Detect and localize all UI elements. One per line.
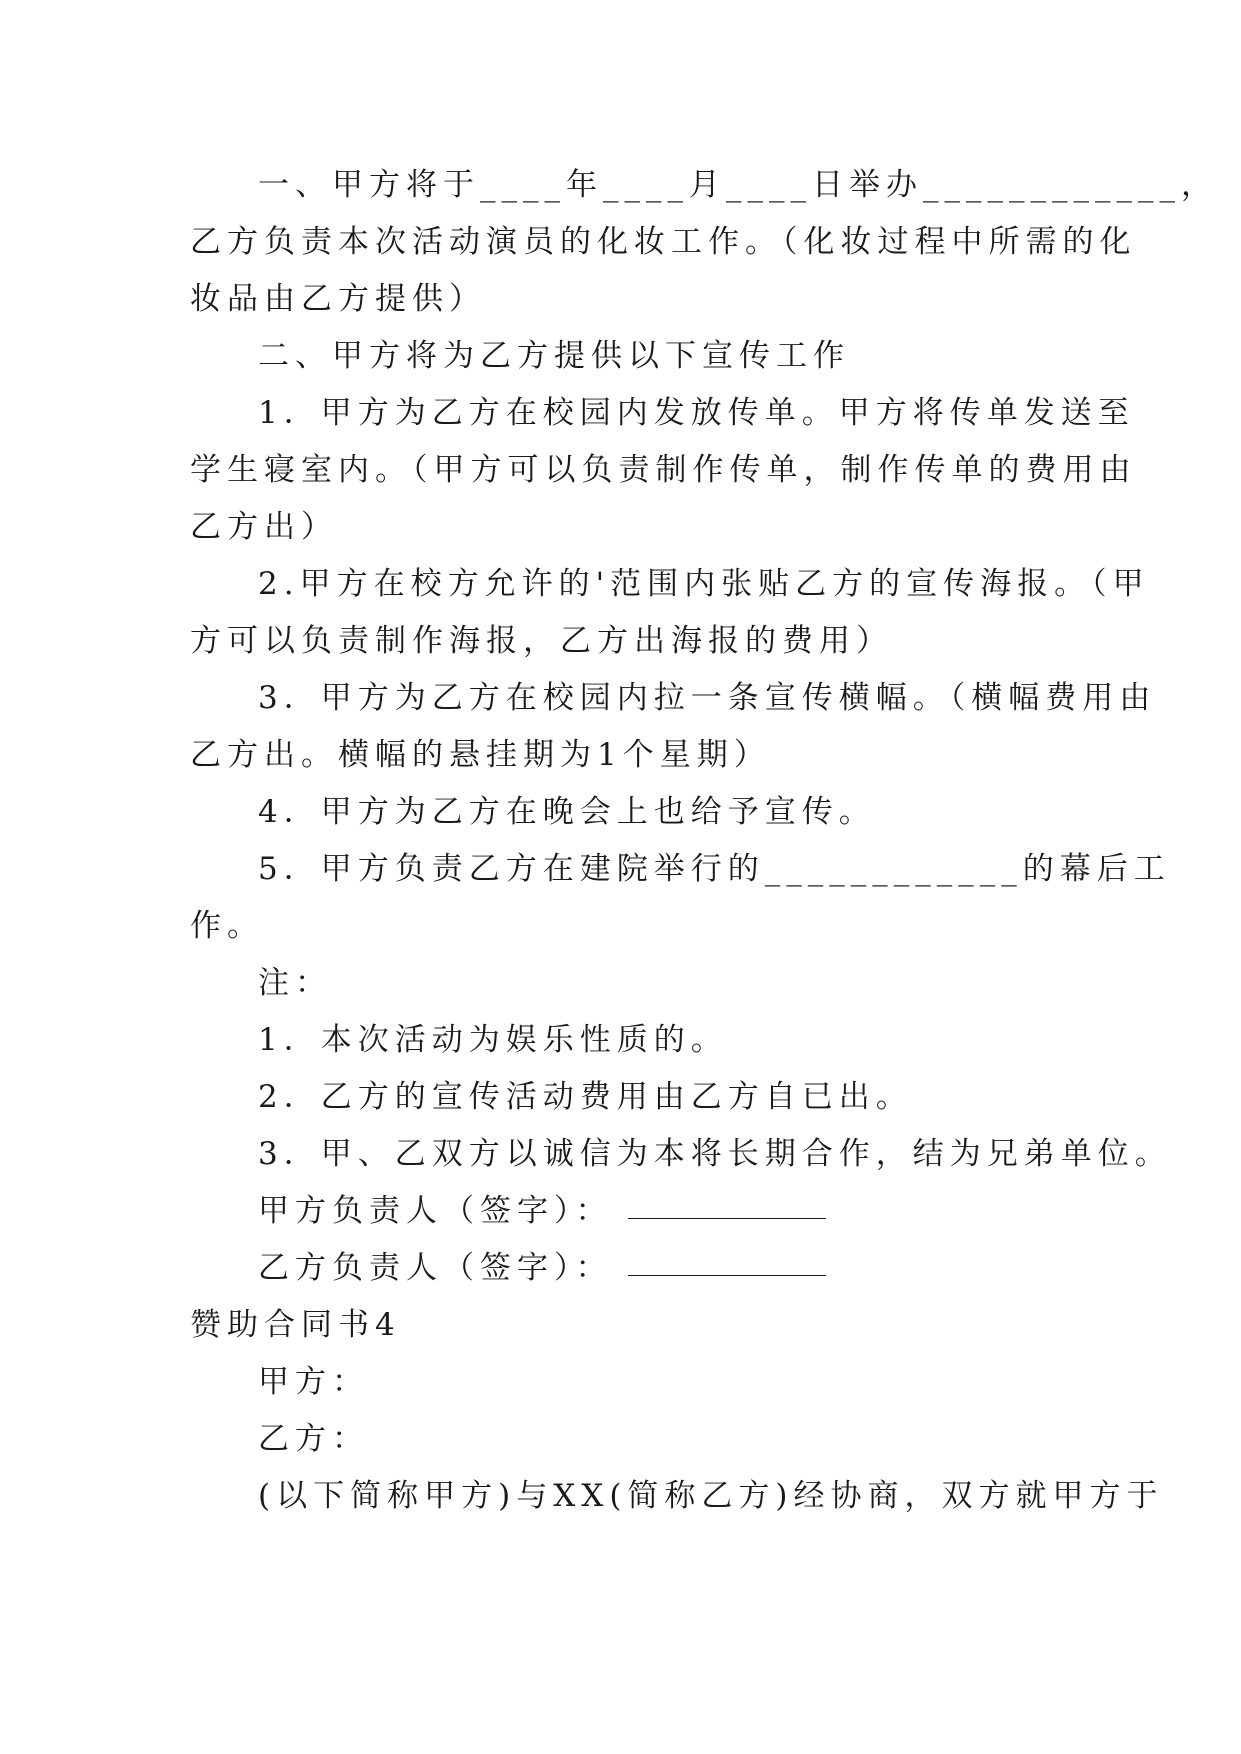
item-4: 4．甲方为乙方在晚会上也给予宣传。	[258, 794, 876, 830]
note-1: 1．本次活动为娱乐性质的。	[258, 1022, 728, 1058]
item-3-line-2: 乙方出。横幅的悬挂期为1个星期）	[190, 737, 771, 773]
item-5-line-2: 作。	[190, 908, 264, 944]
item-5-line-1: 5．甲方负责乙方在建院举行的____________的幕后工	[258, 851, 1171, 887]
party-a-signature-label: 甲方负责人（签字）：	[258, 1193, 613, 1229]
clause-1-line-2: 乙方负责本次活动演员的化妆工作。（化妆过程中所需的化	[190, 224, 1137, 260]
item-2-line-1: 2.甲方在校方允许的'范围内张贴乙方的宣传海报。（甲	[258, 566, 1150, 602]
party-a-label: 甲方：	[258, 1364, 369, 1400]
party-b-signature-blank	[628, 1251, 826, 1276]
clause-1-line-1: 一、甲方将于____年____月____日举办____________，	[258, 167, 1218, 203]
clause-2-heading: 二、甲方将为乙方提供以下宣传工作	[258, 338, 850, 374]
contract-4-intro: (以下简称甲方)与XX(简称乙方)经协商，双方就甲方于	[258, 1478, 1164, 1514]
item-1-line-3: 乙方出）	[190, 509, 338, 545]
item-2-line-2: 方可以负责制作海报，乙方出海报的费用）	[190, 623, 893, 659]
party-b-label: 乙方：	[258, 1421, 369, 1457]
item-3-line-1: 3．甲方为乙方在校园内拉一条宣传横幅。（横幅费用由	[258, 680, 1157, 716]
note-heading: 注：	[258, 965, 332, 1001]
party-b-signature	[258, 1248, 826, 1288]
contract-4-title: 赞助合同书4	[190, 1307, 401, 1343]
item-1-line-2: 学生寝室内。（甲方可以负责制作传单，制作传单的费用由	[190, 452, 1137, 488]
item-1-line-1: 1．甲方为乙方在校园内发放传单。甲方将传单发送至	[258, 395, 1135, 431]
party-b-signature-label: 乙方负责人（签字）：	[258, 1250, 613, 1286]
note-2: 2．乙方的宣传活动费用由乙方自已出。	[258, 1079, 913, 1115]
party-a-signature-blank	[628, 1194, 826, 1219]
clause-1-line-3: 妆品由乙方提供）	[190, 281, 486, 317]
note-3: 3．甲、乙双方以诚信为本将长期合作，结为兄弟单位。	[258, 1136, 1172, 1172]
party-a-signature	[258, 1191, 826, 1231]
